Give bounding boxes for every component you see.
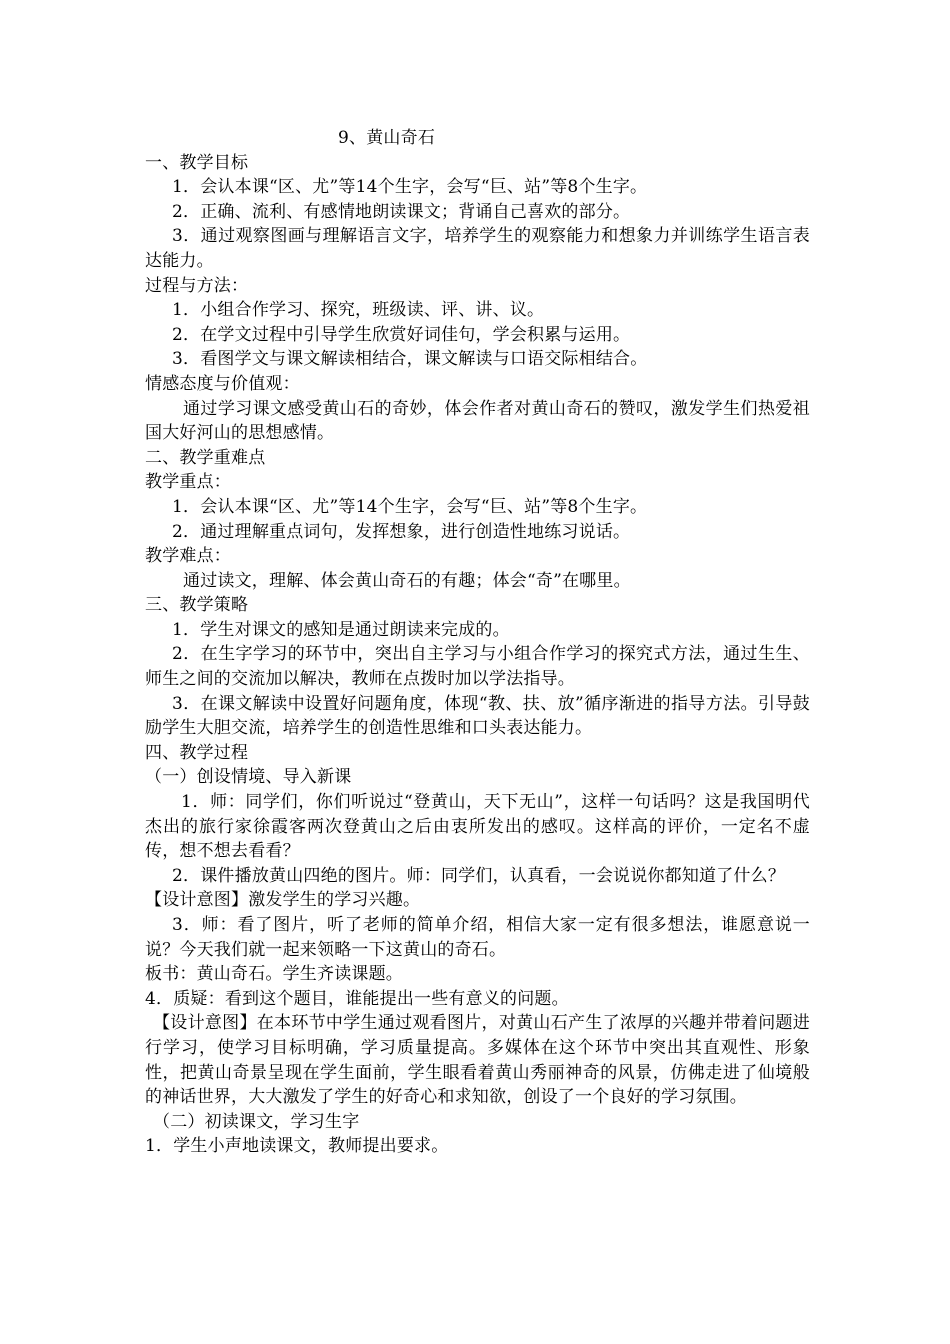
strategy-item: 2．在生字学习的环节中，突出自主学习与小组合作学习的探究式方法，通过生生、师生之间的交流加以解决，教师在点拨时加以学法指导。 <box>145 644 810 690</box>
objective-item: 1．会认本课“区、尤”等14个生字，会写“巨、站”等8个生字。 <box>172 177 648 198</box>
process-step: 1．师：同学们，你们听说过“登黄山，天下无山”，这样一句话吗？这是我国明代杰出的旅行家徐霞客两次登黄山之后由衷所发出的感叹。这样高的评价，一定名不虚传，想不想去看看？ <box>145 792 810 862</box>
emotion-heading: 情感态度与价值观： <box>145 373 300 394</box>
difficult-points-heading: 教学难点： <box>145 546 231 567</box>
design-intent: 【设计意图】在本环节中学生通过观看图片，对黄山石产生了浓厚的兴趣并带着问题进行学习，使学习目标明确，学习质量提高。多媒体在这个环节中突出其直观性、形象性，把黄山奇景呈现在学生面前，学生眼看着黄山秀丽神奇的风景，仿佛走进了仙境般的神话世界，大大激发了学生的好奇心和求知欲，创设了一个良好的学习氛围。 <box>145 1013 810 1108</box>
document-title: 9、黄山奇石 <box>338 128 436 148</box>
difficult-point-text: 通过读文，理解、体会黄山奇石的有趣；体会“奇”在哪里。 <box>183 570 631 591</box>
subsection-heading: （二）初读课文，学习生字 <box>153 1111 360 1132</box>
key-points-heading: 教学重点： <box>145 472 231 493</box>
process-heading: 过程与方法： <box>145 275 249 296</box>
strategy-item: 3．在课文解读中设置好问题角度，体现“教、扶、放”循序渐进的指导方法。引导鼓励学生大胆交流，培养学生的创造性思维和口头表达能力。 <box>145 693 810 739</box>
section-heading-objectives: 一、教学目标 <box>145 152 249 173</box>
process-step: 2．课件播放黄山四绝的图片。师：同学们，认真看，一会说说你都知道了什么？ <box>172 865 786 886</box>
document-page <box>145 126 810 1159</box>
strategy-item: 1．学生对课文的感知是通过朗读来完成的。 <box>172 619 510 640</box>
emotion-paragraph: 通过学习课文感受黄山石的奇妙，体会作者对黄山奇石的赞叹，激发学生们热爱祖国大好河山的思想感情。 <box>145 398 810 444</box>
objective-item: 2．正确、流利、有感情地朗读课文；背诵自己喜欢的部分。 <box>172 201 631 222</box>
section-heading-strategy: 三、教学策略 <box>145 595 249 616</box>
section-heading-process: 四、教学过程 <box>145 742 249 763</box>
section-heading-key-difficult: 二、教学重难点 <box>145 447 266 468</box>
key-point-item: 1．会认本课“区、尤”等14个生字，会写“巨、站”等8个生字。 <box>172 496 648 517</box>
subsection-heading: （一）创设情境、导入新课 <box>145 767 352 788</box>
process-item: 2．在学文过程中引导学生欣赏好词佳句，学会积累与运用。 <box>172 324 631 345</box>
process-item: 3．看图学文与课文解读相结合，课文解读与口语交际相结合。 <box>172 349 648 370</box>
design-intent: 【设计意图】激发学生的学习兴趣。 <box>145 890 421 911</box>
key-point-item: 2．通过理解重点词句，发挥想象，进行创造性地练习说话。 <box>172 521 631 542</box>
process-step: 1．学生小声地读课文，教师提出要求。 <box>145 1136 449 1157</box>
process-step: 3．师：看了图片，听了老师的简单介绍，相信大家一定有很多想法，谁愿意说一说？今天我们就一起来领略一下这黄山的奇石。 <box>145 915 810 960</box>
objective-item: 3．通过观察图画与理解语言文字，培养学生的观察能力和想象力并训练学生语言表达能力。 <box>145 226 810 271</box>
board-writing: 板书：黄山奇石。学生齐读课题。 <box>145 964 403 985</box>
process-step: 4．质疑：看到这个题目，谁能提出一些有意义的问题。 <box>145 988 569 1009</box>
process-item: 1．小组合作学习、探究，班级读、评、讲、议。 <box>172 300 545 321</box>
